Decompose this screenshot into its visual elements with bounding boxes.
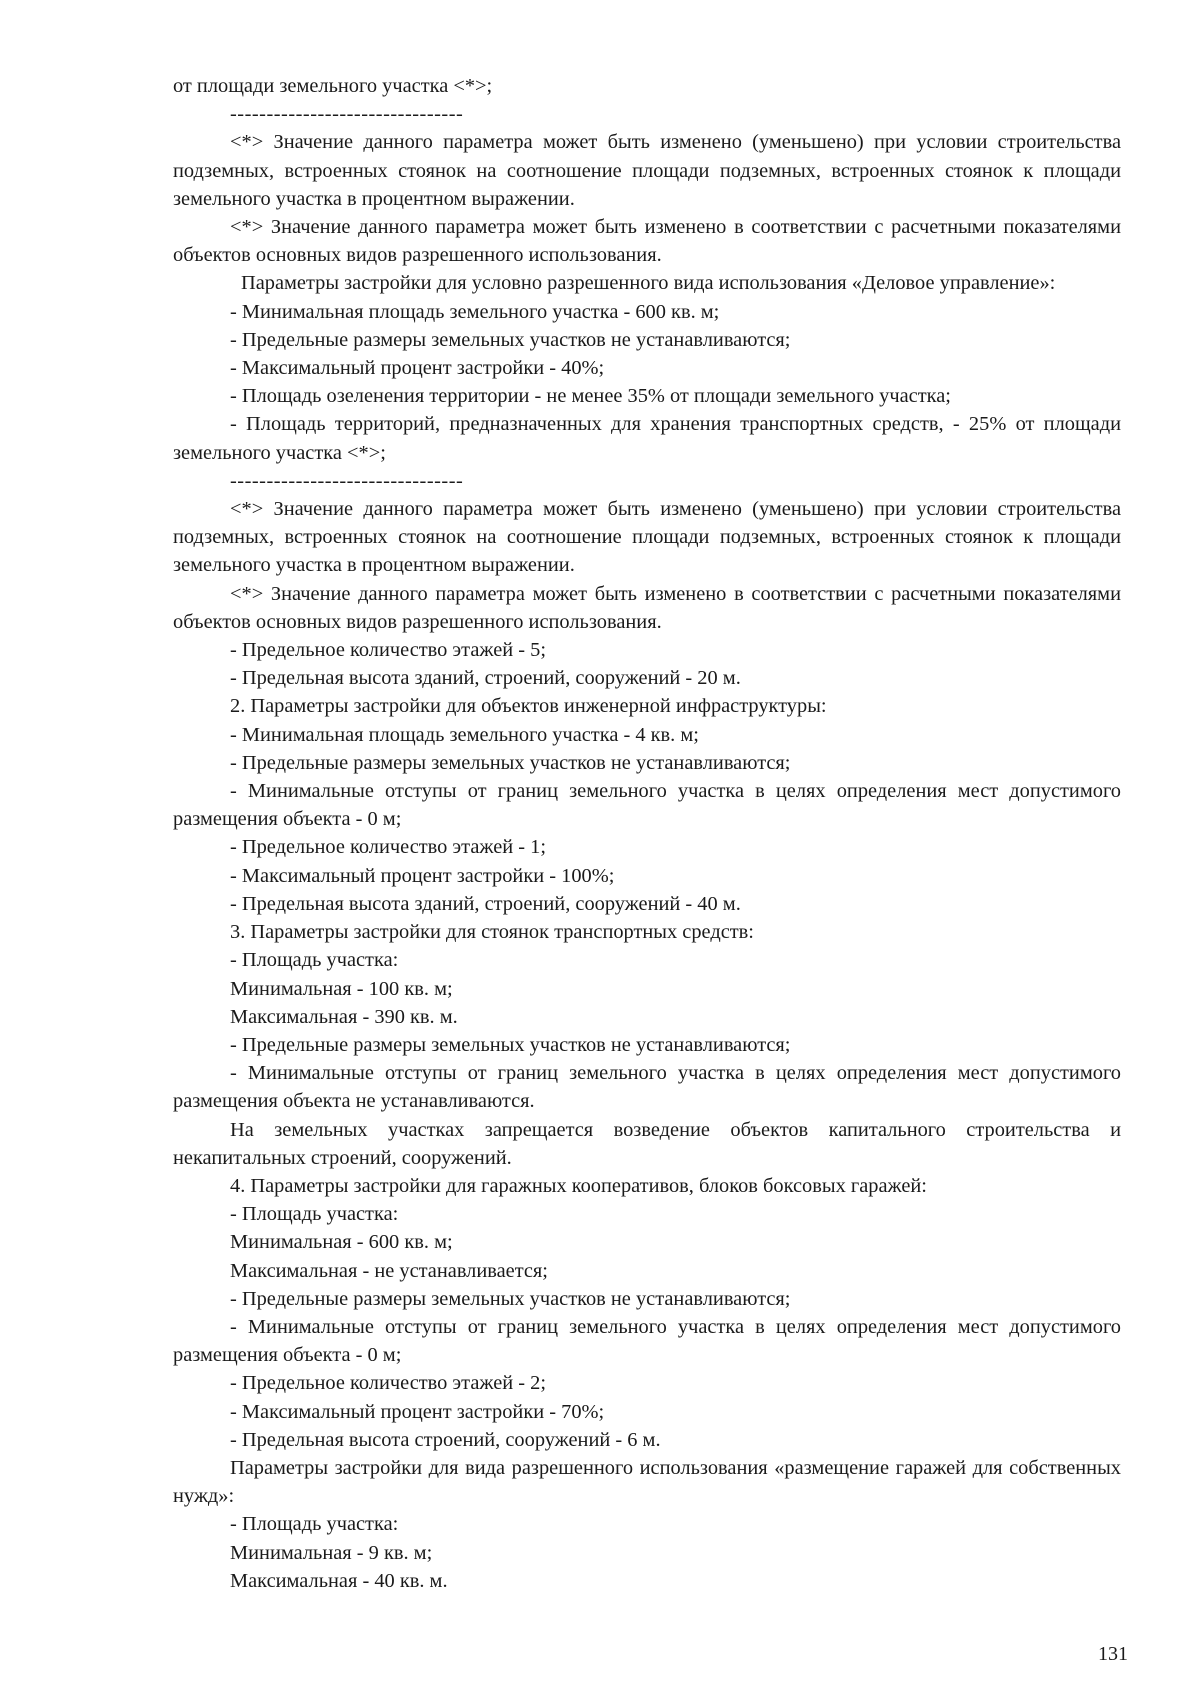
paragraph: - Максимальный процент застройки - 40%; <box>230 357 605 380</box>
paragraph: <*> Значение данного параметра может быть изменено в соответствии с расчетными показателями объектов основных видов разрешенного использования. <box>173 582 1121 633</box>
paragraph: Максимальная - 40 кв. м. <box>230 1569 448 1592</box>
paragraph: - Минимальные отступы от границ земельного участка в целях определения мест допустимого размещения объекта не устанавливаются. <box>173 1062 1121 1113</box>
paragraph: - Максимальный процент застройки - 70%; <box>230 1400 605 1423</box>
paragraph: - Предельные размеры земельных участков не устанавливаются; <box>230 1287 791 1310</box>
paragraph: Минимальная - 9 кв. м; <box>230 1541 433 1564</box>
paragraph: - Площадь участка: <box>230 1203 399 1226</box>
paragraph: Минимальная - 100 кв. м; <box>230 977 453 1000</box>
paragraph: от площади земельного участка <*>; <box>173 75 493 97</box>
paragraph: - Площадь территорий, предназначенных для хранения транспортных средств, - 25% от площади земельного участка <*>; <box>173 413 1121 464</box>
paragraph: - Минимальные отступы от границ земельного участка в целях определения мест допустимого размещения объекта - 0 м; <box>173 780 1121 831</box>
paragraph: - Максимальный процент застройки - 100%; <box>230 864 615 887</box>
paragraph: 4. Параметры застройки для гаражных кооперативов, блоков боксовых гаражей: <box>230 1174 927 1197</box>
paragraph: - Минимальная площадь земельного участка - 600 кв. м; <box>230 300 720 323</box>
paragraph: - Предельное количество этажей - 5; <box>230 639 547 662</box>
paragraph: <*> Значение данного параметра может быть изменено (уменьшено) при условии строительства подземных, встроенных стоянок на соотношение площади подземных, встроенных стоянок к площади земельного участка в процентном выражении. <box>173 131 1121 210</box>
paragraph: - Площадь участка: <box>230 949 399 972</box>
paragraph: Максимальная - 390 кв. м. <box>230 1005 458 1028</box>
paragraph: - Предельная высота зданий, строений, сооружений - 20 м. <box>230 667 741 690</box>
paragraph: Параметры застройки для условно разрешенного вида использования «Деловое управление»: <box>241 272 1056 295</box>
paragraph: - Предельная высота зданий, строений, сооружений - 40 м. <box>230 892 741 915</box>
paragraph: 2. Параметры застройки для объектов инженерной инфраструктуры: <box>230 695 827 718</box>
paragraph: <*> Значение данного параметра может быть изменено (уменьшено) при условии строительства подземных, встроенных стоянок на соотношение площади подземных, встроенных стоянок к площади земельного участка в процентном выражении. <box>173 498 1121 577</box>
paragraph: - Предельная высота строений, сооружений - 6 м. <box>230 1428 661 1451</box>
document-body <box>173 72 1121 1595</box>
footnote-separator: -------------------------------- <box>230 103 464 126</box>
paragraph: На земельных участках запрещается возведение объектов капитального строительства и некапитальных строений, сооружений. <box>173 1118 1121 1169</box>
paragraph: - Площадь озеленения территории - не менее 35% от площади земельного участка; <box>230 385 951 408</box>
paragraph: Максимальная - не устанавливается; <box>230 1259 548 1282</box>
paragraph: - Минимальная площадь земельного участка - 4 кв. м; <box>230 723 699 746</box>
page-number: 131 <box>1098 1643 1128 1665</box>
footnote-separator: -------------------------------- <box>230 469 464 492</box>
paragraph: - Минимальные отступы от границ земельного участка в целях определения мест допустимого размещения объекта - 0 м; <box>173 1315 1121 1367</box>
paragraph: - Предельные размеры земельных участков не устанавливаются; <box>230 1033 791 1056</box>
paragraph: Параметры застройки для вида разрешенного использования «размещение гаражей для собственных нужд»: <box>173 1456 1121 1508</box>
paragraph: - Предельное количество этажей - 2; <box>230 1372 547 1395</box>
paragraph: - Предельные размеры земельных участков не устанавливаются; <box>230 751 791 774</box>
paragraph: - Предельное количество этажей - 1; <box>230 836 547 859</box>
paragraph: - Площадь участка: <box>230 1513 399 1536</box>
paragraph: <*> Значение данного параметра может быть изменено в соответствии с расчетными показателями объектов основных видов разрешенного использования. <box>173 216 1121 267</box>
paragraph: Минимальная - 600 кв. м; <box>230 1231 453 1254</box>
paragraph: - Предельные размеры земельных участков не устанавливаются; <box>230 328 791 351</box>
paragraph: 3. Параметры застройки для стоянок транспортных средств: <box>230 921 754 944</box>
